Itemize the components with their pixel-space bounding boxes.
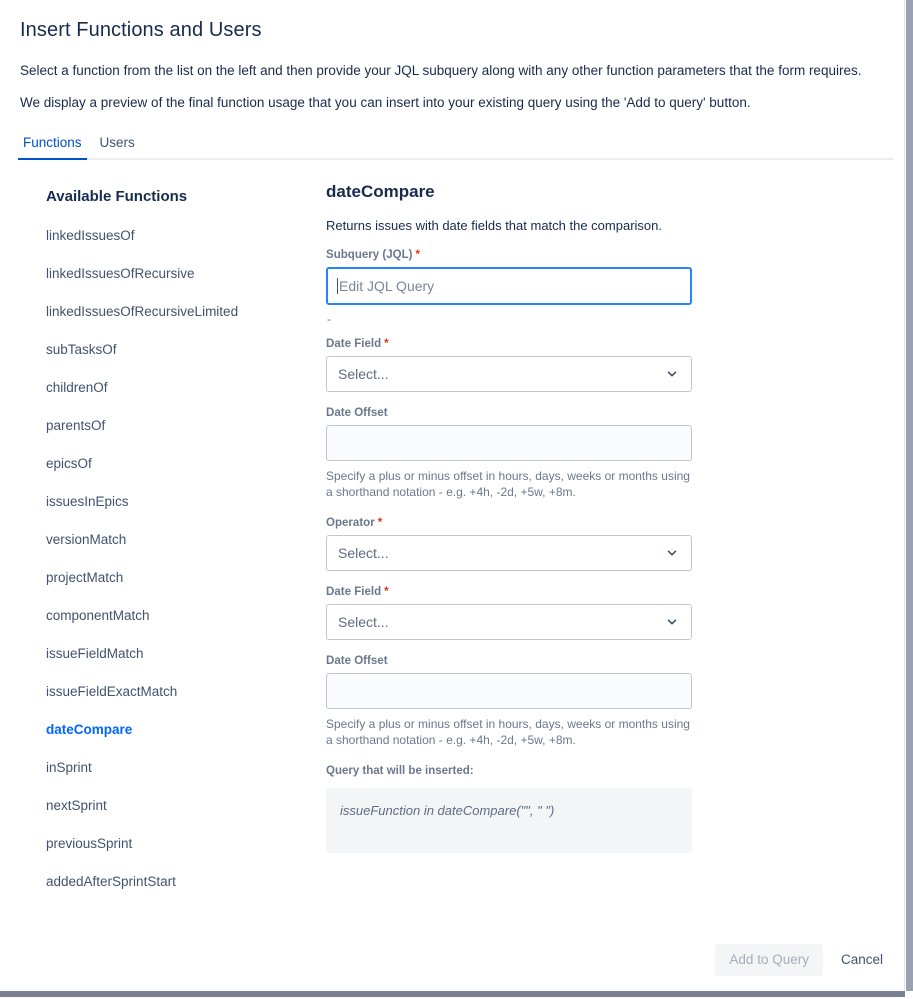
date-field-1-value: Select... <box>338 366 389 382</box>
query-preview-label: Query that will be inserted: <box>326 765 474 777</box>
list-item[interactable]: subTasksOf <box>46 342 117 357</box>
operator-label <box>326 516 692 530</box>
vertical-scrollbar-thumb[interactable] <box>906 0 913 992</box>
list-item[interactable]: issueFieldMatch <box>46 646 144 661</box>
subquery-hint: - <box>327 312 331 326</box>
list-item[interactable]: epicsOf <box>46 456 92 471</box>
list-item-selected[interactable]: dateCompare <box>46 722 133 737</box>
operator-select[interactable] <box>326 535 692 571</box>
dialog-body <box>0 160 913 912</box>
list-item[interactable]: parentsOf <box>46 418 106 433</box>
function-description: Returns issues with date fields that match the comparison. <box>326 218 662 233</box>
dialog-footer <box>715 944 891 976</box>
list-item[interactable]: linkedIssuesOfRecursive <box>46 266 195 281</box>
list-item[interactable]: nextSprint <box>46 798 107 813</box>
chevron-down-icon <box>665 367 679 381</box>
page-title: Insert Functions and Users <box>20 19 262 41</box>
date-field-2-label <box>326 585 692 599</box>
date-field-2-value: Select... <box>338 614 389 630</box>
date-field-1-label <box>326 337 692 351</box>
subquery-label-text: Subquery (JQL) <box>326 249 413 261</box>
date-offset-2-label: Date Offset <box>326 655 388 667</box>
jql-query-placeholder: Edit JQL Query <box>339 278 435 294</box>
required-asterisk-icon: * <box>384 586 389 598</box>
operator-label-text: Operator <box>326 517 375 529</box>
list-item[interactable]: childrenOf <box>46 380 108 395</box>
date-offset-1-input[interactable] <box>326 425 692 461</box>
intro-paragraph-1: Select a function from the list on the left and then provide your JQL subquery along with any other function parameters that the form requires. <box>20 63 862 78</box>
date-field-1-label-text: Date Field <box>326 338 382 350</box>
required-asterisk-icon: * <box>377 517 383 529</box>
add-to-query-button[interactable]: Add to Query <box>715 944 823 976</box>
sidebar-title: Available Functions <box>46 188 188 205</box>
date-field-2-label-text: Date Field <box>326 586 382 598</box>
query-preview-code: issueFunction in dateCompare("", " ") <box>340 803 555 818</box>
date-offset-1-help: Specify a plus or minus offset in hours, days, weeks or months using a shorthand notation - e.g. +4h, -2d, +5w, +8m. <box>326 469 690 499</box>
function-list <box>46 228 318 890</box>
chevron-down-icon <box>665 546 679 560</box>
subquery-label <box>326 248 692 262</box>
required-asterisk-icon: * <box>415 249 421 261</box>
list-item[interactable]: linkedIssuesOfRecursiveLimited <box>46 304 239 319</box>
list-item[interactable]: previousSprint <box>46 836 133 851</box>
date-field-1-select[interactable] <box>326 356 692 392</box>
chevron-down-icon <box>665 615 679 629</box>
list-item[interactable]: issuesInEpics <box>46 494 129 509</box>
dialog-header <box>0 0 913 112</box>
intro-paragraph-2: We display a preview of the final function usage that you can insert into your existing query using the 'Add to query' button. <box>20 95 751 110</box>
vertical-scrollbar[interactable] <box>904 0 913 992</box>
cancel-button[interactable]: Cancel <box>833 944 891 976</box>
jql-query-input[interactable] <box>326 267 692 305</box>
list-item[interactable]: versionMatch <box>46 532 127 547</box>
horizontal-scrollbar-thumb[interactable] <box>0 991 905 997</box>
text-cursor-icon <box>337 278 338 294</box>
list-item[interactable]: componentMatch <box>46 608 150 623</box>
date-offset-2-help: Specify a plus or minus offset in hours, days, weeks or months using a shorthand notation - e.g. +4h, -2d, +5w, +8m. <box>326 717 690 747</box>
tab-bar <box>18 130 893 160</box>
operator-value: Select... <box>338 545 389 561</box>
function-name-heading: dateCompare <box>326 182 435 201</box>
date-offset-1-label: Date Offset <box>326 407 388 419</box>
function-form-panel <box>318 182 698 853</box>
available-functions-sidebar <box>18 182 318 912</box>
list-item[interactable]: issueFieldExactMatch <box>46 684 178 699</box>
date-offset-2-input[interactable] <box>326 673 692 709</box>
list-item[interactable]: addedAfterSprintStart <box>46 874 176 889</box>
horizontal-scrollbar[interactable] <box>0 991 913 999</box>
query-preview-box <box>326 788 692 853</box>
tab-users[interactable]: Users <box>99 135 135 150</box>
list-item[interactable]: linkedIssuesOf <box>46 228 135 243</box>
tab-functions[interactable]: Functions <box>18 135 87 158</box>
list-item[interactable]: projectMatch <box>46 570 124 585</box>
required-asterisk-icon: * <box>384 338 389 350</box>
date-field-2-select[interactable] <box>326 604 692 640</box>
list-item[interactable]: inSprint <box>46 760 92 775</box>
